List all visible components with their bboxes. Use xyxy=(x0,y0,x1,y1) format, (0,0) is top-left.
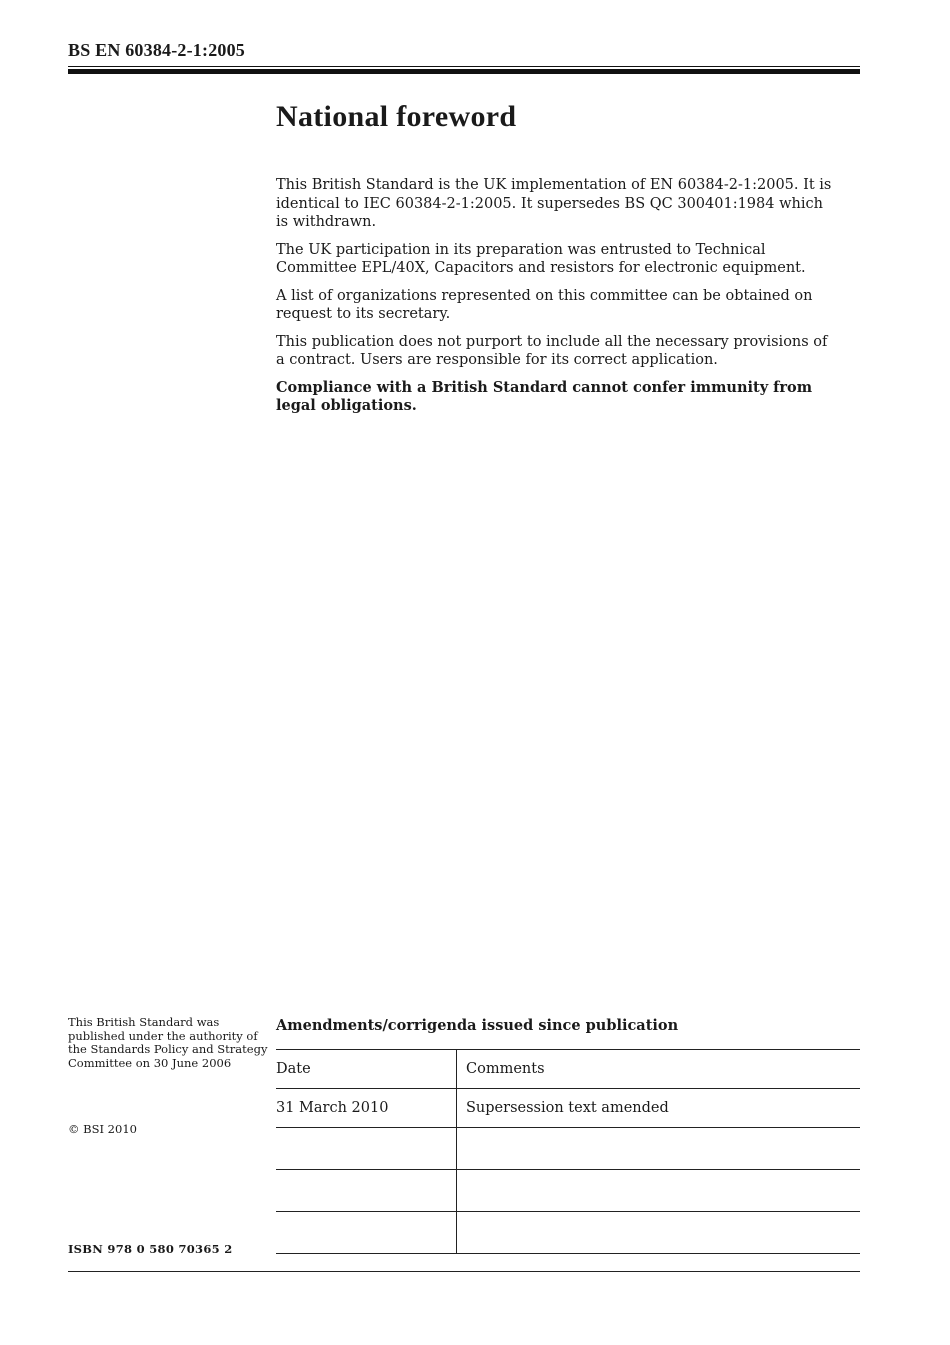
column-header-comments: Comments xyxy=(457,1050,861,1089)
amendments-heading: Amendments/corrigenda issued since publication xyxy=(276,1017,679,1034)
column-header-date: Date xyxy=(276,1050,457,1089)
paragraph-implementation: This British Standard is the UK implementation of EN 60384-2-1:2005. It is identical to IEC 60384-2-1:2005. It supersedes BS QC 300401:1984 which is withdrawn. xyxy=(276,177,832,230)
empty-cell xyxy=(276,1128,457,1170)
empty-cell xyxy=(276,1212,457,1254)
footer-rule xyxy=(68,1271,860,1272)
header-rule-thick xyxy=(68,69,860,74)
header-rule-thin xyxy=(68,66,860,67)
paragraph-compliance: Compliance with a British Standard cannot confer immunity from legal obligations. xyxy=(276,378,813,414)
table-header-row xyxy=(276,1050,860,1089)
foreword-body xyxy=(276,176,836,425)
empty-cell xyxy=(457,1128,861,1170)
isbn: ISBN 978 0 580 70365 2 xyxy=(68,1242,233,1256)
table-row-empty xyxy=(276,1128,860,1170)
table-row-empty xyxy=(276,1212,860,1254)
publication-authority-note: This British Standard was published under the authority of the Standards Policy and Strategy Committee on 30 June 2006 xyxy=(68,1015,268,1070)
amendment-comment: Supersession text amended xyxy=(457,1089,861,1128)
table-row-empty xyxy=(276,1170,860,1212)
empty-cell xyxy=(457,1170,861,1212)
paragraph-contract: This publication does not purport to include all the necessary provisions of a contract. Users are responsible for its correct application. xyxy=(276,333,828,368)
empty-cell xyxy=(276,1170,457,1212)
paragraph-organizations: A list of organizations represented on this committee can be obtained on request to its secretary. xyxy=(276,287,813,322)
amendment-date: 31 March 2010 xyxy=(276,1089,457,1128)
amendments-table xyxy=(276,1049,860,1254)
paragraph-committee: The UK participation in its preparation was entrusted to Technical Committee EPL/40X, Capacitors and resistors for electronic equipment. xyxy=(276,241,806,276)
table-row xyxy=(276,1089,860,1128)
copyright-notice: © BSI 2010 xyxy=(68,1122,137,1136)
page-title: National foreword xyxy=(276,100,517,133)
standard-number-header: BS EN 60384-2-1:2005 xyxy=(68,40,246,60)
empty-cell xyxy=(457,1212,861,1254)
